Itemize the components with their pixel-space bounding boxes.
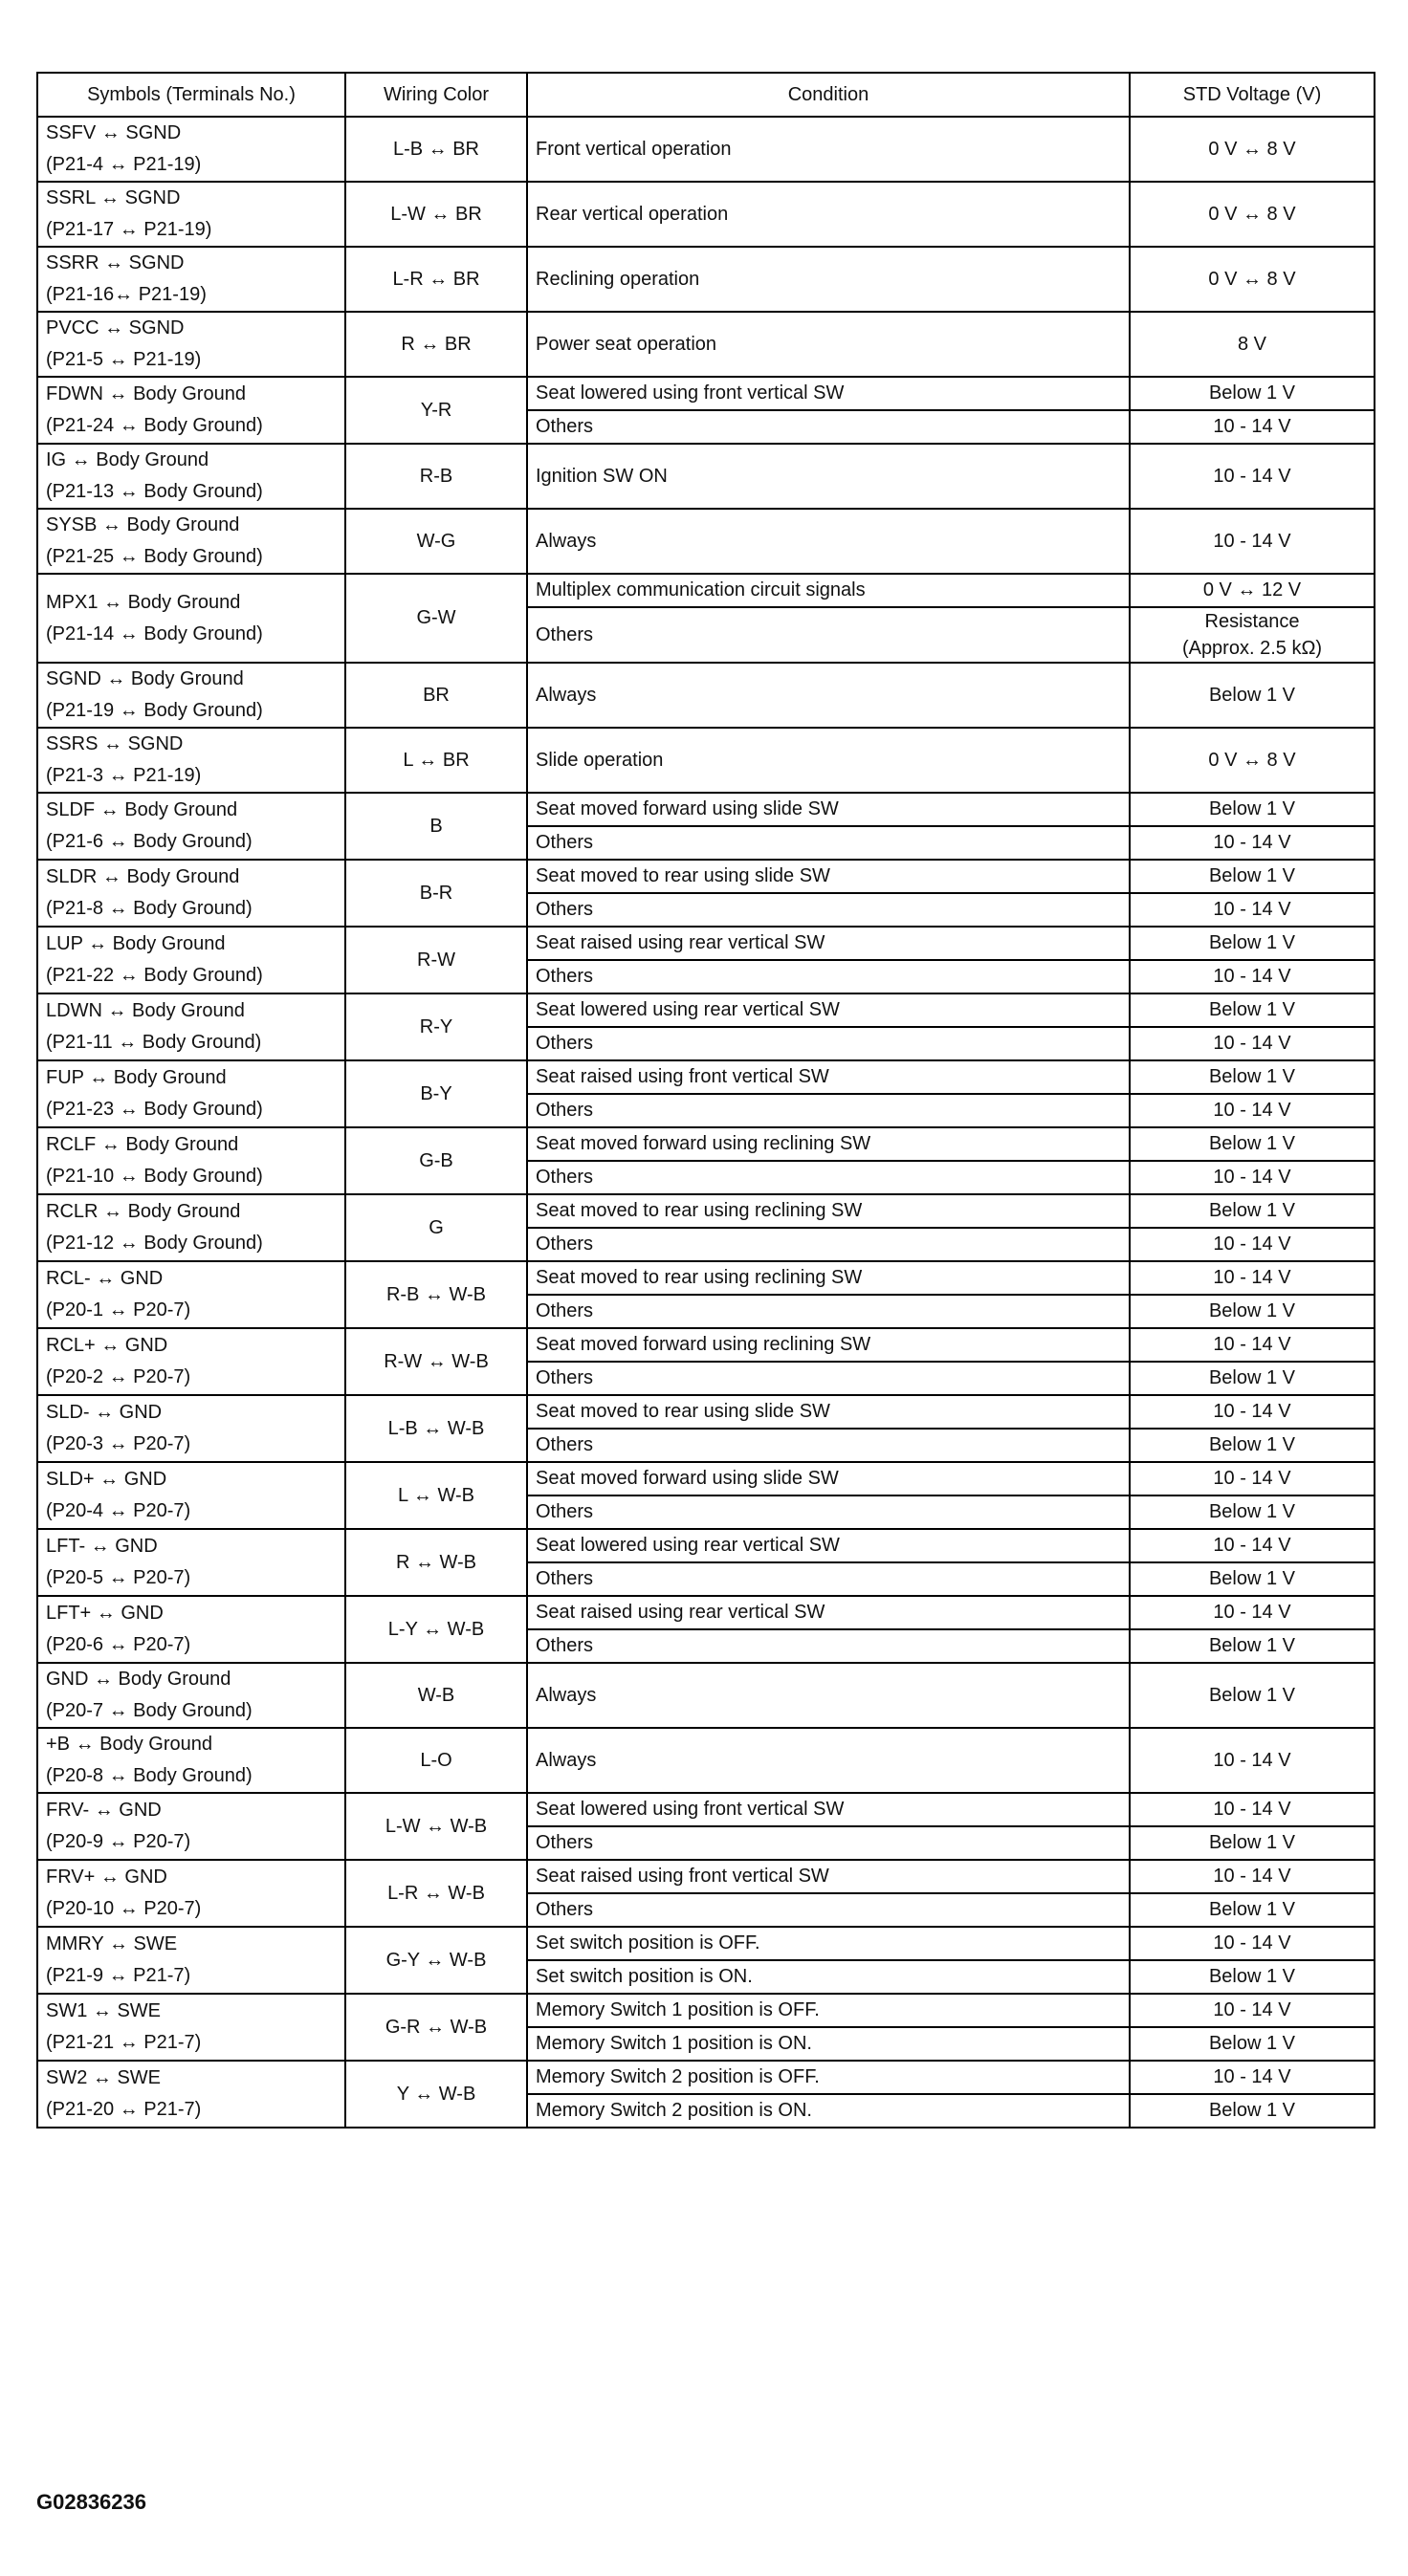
condition-cell: Others (527, 1826, 1130, 1860)
condition-cell: Seat moved to rear using slide SW (527, 860, 1130, 893)
terminal-text: (P20-3 ↔ P20-7) (46, 1433, 191, 1454)
symbol-text: LFT- ↔ GND (46, 1536, 158, 1557)
voltage-cell (1130, 607, 1375, 663)
symbol-text: +B ↔ Body Ground (46, 1734, 212, 1755)
condition-cell: Others (527, 1228, 1130, 1261)
terminal-text: (P21-24 ↔ Body Ground) (46, 415, 263, 436)
table-row (37, 728, 1375, 793)
wiring-color-cell: G-W (345, 574, 527, 663)
terminal-text: (P20-2 ↔ P20-7) (46, 1366, 191, 1387)
voltage-cell: Below 1 V (1130, 860, 1375, 893)
table-row (37, 1793, 1375, 1826)
condition-cell: Seat raised using rear vertical SW (527, 1596, 1130, 1629)
wiring-color-cell: L-B ↔ W-B (345, 1395, 527, 1462)
terminal-text: (P21-21 ↔ P21-7) (46, 2032, 202, 2053)
terminal-text: (P21-17 ↔ P21-19) (46, 219, 212, 240)
wiring-color-cell: R ↔ W-B (345, 1529, 527, 1596)
condition-cell: Always (527, 1728, 1130, 1793)
symbol-cell (37, 117, 345, 182)
header-symbols: Symbols (Terminals No.) (37, 73, 345, 117)
table-row (37, 182, 1375, 247)
symbol-cell (37, 1927, 345, 1994)
voltage-cell: Below 1 V (1130, 1362, 1375, 1395)
terminal-text: (P20-1 ↔ P20-7) (46, 1299, 191, 1321)
table-row (37, 793, 1375, 826)
condition-cell: Slide operation (527, 728, 1130, 793)
terminal-text: (P21-11 ↔ Body Ground) (46, 1032, 262, 1053)
terminal-text: (P20-9 ↔ P20-7) (46, 1831, 191, 1852)
terminal-text: (P21-22 ↔ Body Ground) (46, 965, 263, 986)
header-std-voltage: STD Voltage (V) (1130, 73, 1375, 117)
table-row (37, 1529, 1375, 1562)
condition-cell: Others (527, 1429, 1130, 1462)
table-row (37, 444, 1375, 509)
condition-cell: Seat moved forward using reclining SW (527, 1127, 1130, 1161)
voltage-cell: Below 1 V (1130, 1893, 1375, 1927)
wiring-color-cell: G (345, 1194, 527, 1261)
symbol-cell (37, 1328, 345, 1395)
wiring-color-cell: G-B (345, 1127, 527, 1194)
condition-cell: Seat moved to rear using reclining SW (527, 1194, 1130, 1228)
terminal-text: (P21-23 ↔ Body Ground) (46, 1099, 263, 1120)
header-row (37, 73, 1375, 117)
voltage-cell: 10 - 14 V (1130, 1927, 1375, 1960)
symbol-text: MPX1 ↔ Body Ground (46, 591, 241, 613)
symbol-cell (37, 1793, 345, 1860)
condition-cell: Others (527, 410, 1130, 444)
voltage-cell: 10 - 14 V (1130, 1793, 1375, 1826)
symbol-cell (37, 1462, 345, 1529)
terminal-text: (P21-8 ↔ Body Ground) (46, 898, 253, 919)
symbol-text: SSRS ↔ SGND (46, 733, 184, 754)
symbol-cell (37, 1728, 345, 1793)
condition-cell: Seat moved to rear using slide SW (527, 1395, 1130, 1429)
terminal-text: (P21-6 ↔ Body Ground) (46, 831, 253, 852)
symbol-cell (37, 444, 345, 509)
condition-cell: Seat raised using rear vertical SW (527, 927, 1130, 960)
table-row (37, 1127, 1375, 1161)
voltage-cell: 10 - 14 V (1130, 1395, 1375, 1429)
table-row (37, 2061, 1375, 2094)
symbol-text: SSRR ↔ SGND (46, 252, 185, 273)
symbol-text: IG ↔ Body Ground (46, 449, 209, 470)
voltage-cell: 10 - 14 V (1130, 1529, 1375, 1562)
terminal-text: (P21-16↔ P21-19) (46, 284, 207, 305)
table-header (37, 73, 1375, 117)
symbol-text: LUP ↔ Body Ground (46, 933, 226, 954)
voltage-cell: Below 1 V (1130, 1826, 1375, 1860)
terminal-voltage-table (36, 72, 1375, 2128)
voltage-cell: 10 - 14 V (1130, 1728, 1375, 1793)
header-wiring-color: Wiring Color (345, 73, 527, 117)
condition-cell: Multiplex communication circuit signals (527, 574, 1130, 607)
voltage-cell: Below 1 V (1130, 1960, 1375, 1994)
wiring-color-cell: W-G (345, 509, 527, 574)
voltage-cell: 10 - 14 V (1130, 1228, 1375, 1261)
table-row (37, 574, 1375, 607)
voltage-cell: 0 V ↔ 8 V (1130, 117, 1375, 182)
condition-cell: Seat raised using front vertical SW (527, 1060, 1130, 1094)
symbol-cell (37, 1127, 345, 1194)
table-row (37, 1663, 1375, 1728)
wiring-color-cell: R-W (345, 927, 527, 993)
wiring-color-cell: L-W ↔ W-B (345, 1793, 527, 1860)
wiring-color-cell: L-R ↔ BR (345, 247, 527, 312)
figure-id: G02836236 (36, 2490, 146, 2514)
table-row (37, 993, 1375, 1027)
symbol-cell (37, 1596, 345, 1663)
table-row (37, 117, 1375, 182)
condition-cell: Others (527, 960, 1130, 993)
symbol-text: SW2 ↔ SWE (46, 2067, 162, 2088)
symbol-cell (37, 1529, 345, 1596)
symbol-cell (37, 728, 345, 793)
condition-cell: Ignition SW ON (527, 444, 1130, 509)
voltage-cell: Below 1 V (1130, 1562, 1375, 1596)
terminal-text: (P20-6 ↔ P20-7) (46, 1634, 191, 1655)
symbol-text: RCLR ↔ Body Ground (46, 1201, 241, 1222)
symbol-cell (37, 509, 345, 574)
condition-cell: Memory Switch 1 position is OFF. (527, 1994, 1130, 2027)
voltage-cell: 10 - 14 V (1130, 444, 1375, 509)
wiring-color-cell: R-B (345, 444, 527, 509)
table-row (37, 1194, 1375, 1228)
voltage-cell: 10 - 14 V (1130, 509, 1375, 574)
terminal-text: (P21-14 ↔ Body Ground) (46, 622, 263, 644)
symbol-text: SLDR ↔ Body Ground (46, 866, 240, 887)
symbol-text: SYSB ↔ Body Ground (46, 514, 240, 535)
symbol-text: FUP ↔ Body Ground (46, 1067, 227, 1088)
voltage-cell: 0 V ↔ 12 V (1130, 574, 1375, 607)
symbol-text: SSFV ↔ SGND (46, 122, 182, 143)
voltage-cell: Below 1 V (1130, 1629, 1375, 1663)
symbol-cell (37, 2061, 345, 2128)
table-body (37, 117, 1375, 2128)
voltage-cell: Below 1 V (1130, 1495, 1375, 1529)
voltage-cell: 10 - 14 V (1130, 893, 1375, 927)
wiring-color-cell: R-W ↔ W-B (345, 1328, 527, 1395)
symbol-text: PVCC ↔ SGND (46, 317, 185, 338)
symbol-cell (37, 574, 345, 663)
condition-cell: Rear vertical operation (527, 182, 1130, 247)
condition-cell: Others (527, 1562, 1130, 1596)
voltage-cell: 0 V ↔ 8 V (1130, 728, 1375, 793)
voltage-cell: Below 1 V (1130, 1429, 1375, 1462)
table-row (37, 312, 1375, 377)
condition-cell: Others (527, 1161, 1130, 1194)
wiring-color-cell: R-B ↔ W-B (345, 1261, 527, 1328)
wiring-color-cell: L ↔ W-B (345, 1462, 527, 1529)
wiring-color-cell: L-R ↔ W-B (345, 1860, 527, 1927)
symbol-cell (37, 377, 345, 444)
wiring-color-cell: BR (345, 663, 527, 728)
voltage-cell: 10 - 14 V (1130, 1027, 1375, 1060)
voltage-cell: Below 1 V (1130, 793, 1375, 826)
table-row (37, 1462, 1375, 1495)
symbol-text: FDWN ↔ Body Ground (46, 383, 246, 404)
symbol-text: SGND ↔ Body Ground (46, 668, 244, 689)
symbol-text: RCLF ↔ Body Ground (46, 1134, 239, 1155)
table-row (37, 377, 1375, 410)
terminal-text: (P21-12 ↔ Body Ground) (46, 1233, 263, 1254)
terminal-text: (P21-13 ↔ Body Ground) (46, 481, 263, 502)
condition-cell: Seat lowered using front vertical SW (527, 377, 1130, 410)
terminal-text: (P21-10 ↔ Body Ground) (46, 1166, 263, 1187)
voltage-cell: Below 1 V (1130, 927, 1375, 960)
wiring-color-cell: L-O (345, 1728, 527, 1793)
condition-cell: Others (527, 826, 1130, 860)
terminal-text: (P20-8 ↔ Body Ground) (46, 1765, 253, 1786)
terminal-text: (P21-5 ↔ P21-19) (46, 349, 202, 370)
voltage-cell: 10 - 14 V (1130, 1161, 1375, 1194)
condition-cell: Seat raised using front vertical SW (527, 1860, 1130, 1893)
symbol-text: SLD- ↔ GND (46, 1402, 163, 1423)
voltage-cell: 8 V (1130, 312, 1375, 377)
symbol-cell (37, 927, 345, 993)
table-row (37, 927, 1375, 960)
condition-cell: Memory Switch 2 position is OFF. (527, 2061, 1130, 2094)
voltage-cell: 10 - 14 V (1130, 826, 1375, 860)
voltage-cell: 0 V ↔ 8 V (1130, 182, 1375, 247)
terminal-text: (P21-19 ↔ Body Ground) (46, 700, 263, 721)
symbol-cell (37, 663, 345, 728)
symbol-cell (37, 312, 345, 377)
terminal-text: (P20-4 ↔ P20-7) (46, 1500, 191, 1521)
table-row (37, 860, 1375, 893)
condition-cell: Seat moved forward using slide SW (527, 1462, 1130, 1495)
voltage-cell: Below 1 V (1130, 663, 1375, 728)
condition-cell: Memory Switch 1 position is ON. (527, 2027, 1130, 2061)
condition-cell: Others (527, 1893, 1130, 1927)
voltage-cell: 10 - 14 V (1130, 1596, 1375, 1629)
symbol-text: SLD+ ↔ GND (46, 1469, 167, 1490)
terminal-text: (P20-5 ↔ P20-7) (46, 1567, 191, 1588)
symbol-cell (37, 1860, 345, 1927)
condition-cell: Others (527, 1362, 1130, 1395)
voltage-cell: 10 - 14 V (1130, 1261, 1375, 1295)
condition-cell: Reclining operation (527, 247, 1130, 312)
symbol-text: RCL- ↔ GND (46, 1268, 164, 1289)
voltage-cell: 10 - 14 V (1130, 1328, 1375, 1362)
voltage-cell: 10 - 14 V (1130, 1860, 1375, 1893)
symbol-cell (37, 1395, 345, 1462)
table-row (37, 1994, 1375, 2027)
terminal-text: (P21-3 ↔ P21-19) (46, 765, 202, 786)
wiring-color-cell: B-Y (345, 1060, 527, 1127)
condition-cell: Front vertical operation (527, 117, 1130, 182)
table-row (37, 1927, 1375, 1960)
wiring-color-cell: G-R ↔ W-B (345, 1994, 527, 2061)
condition-cell: Seat lowered using front vertical SW (527, 1793, 1130, 1826)
symbol-text: MMRY ↔ SWE (46, 1933, 178, 1954)
condition-cell: Power seat operation (527, 312, 1130, 377)
condition-cell: Others (527, 1027, 1130, 1060)
condition-cell: Set switch position is OFF. (527, 1927, 1130, 1960)
terminal-text: (P21-20 ↔ P21-7) (46, 2099, 202, 2120)
condition-cell: Others (527, 893, 1130, 927)
condition-cell: Others (527, 1495, 1130, 1529)
terminal-text: (P20-7 ↔ Body Ground) (46, 1700, 253, 1721)
condition-cell: Seat moved forward using slide SW (527, 793, 1130, 826)
voltage-cell: 10 - 14 V (1130, 960, 1375, 993)
voltage-cell: Below 1 V (1130, 1295, 1375, 1328)
symbol-text: GND ↔ Body Ground (46, 1669, 231, 1690)
symbol-cell (37, 1261, 345, 1328)
wiring-color-cell: B-R (345, 860, 527, 927)
condition-cell: Others (527, 1295, 1130, 1328)
wiring-color-cell: L-W ↔ BR (345, 182, 527, 247)
terminal-text: (P21-9 ↔ P21-7) (46, 1965, 191, 1986)
voltage-cell: Below 1 V (1130, 377, 1375, 410)
symbol-cell (37, 1060, 345, 1127)
symbol-text: SLDF ↔ Body Ground (46, 799, 238, 820)
table-row (37, 1328, 1375, 1362)
voltage-cell: Below 1 V (1130, 1194, 1375, 1228)
table-row (37, 663, 1375, 728)
wiring-color-cell: R-Y (345, 993, 527, 1060)
voltage-note: (Approx. 2.5 kΩ) (1181, 638, 1323, 659)
wiring-color-cell: L-B ↔ BR (345, 117, 527, 182)
table-row (37, 509, 1375, 574)
condition-cell: Others (527, 607, 1130, 663)
voltage-cell: 10 - 14 V (1130, 1462, 1375, 1495)
terminal-text: (P21-4 ↔ P21-19) (46, 154, 202, 175)
terminal-text: (P20-10 ↔ P20-7) (46, 1898, 202, 1919)
wiring-color-cell: B (345, 793, 527, 860)
voltage-cell: Below 1 V (1130, 2027, 1375, 2061)
symbol-text: LDWN ↔ Body Ground (46, 1000, 245, 1021)
voltage-cell: 10 - 14 V (1130, 410, 1375, 444)
table-row (37, 1596, 1375, 1629)
condition-cell: Seat moved forward using reclining SW (527, 1328, 1130, 1362)
symbol-cell (37, 993, 345, 1060)
table-row (37, 1860, 1375, 1893)
table-row (37, 1261, 1375, 1295)
condition-cell: Seat lowered using rear vertical SW (527, 993, 1130, 1027)
symbol-text: SSRL ↔ SGND (46, 187, 181, 208)
condition-cell: Seat lowered using rear vertical SW (527, 1529, 1130, 1562)
wiring-color-cell: G-Y ↔ W-B (345, 1927, 527, 1994)
wiring-color-cell: Y ↔ W-B (345, 2061, 527, 2128)
symbol-cell (37, 1994, 345, 2061)
symbol-text: SW1 ↔ SWE (46, 2000, 162, 2021)
voltage-cell: 0 V ↔ 8 V (1130, 247, 1375, 312)
symbol-text: RCL+ ↔ GND (46, 1335, 168, 1356)
header-condition: Condition (527, 73, 1130, 117)
condition-cell: Always (527, 509, 1130, 574)
wiring-color-cell: W-B (345, 1663, 527, 1728)
condition-cell: Always (527, 1663, 1130, 1728)
voltage-cell: 10 - 14 V (1130, 1094, 1375, 1127)
table-row (37, 1728, 1375, 1793)
symbol-cell (37, 793, 345, 860)
symbol-cell (37, 247, 345, 312)
voltage-cell: Below 1 V (1130, 1127, 1375, 1161)
wiring-color-cell: L ↔ BR (345, 728, 527, 793)
voltage-cell: Below 1 V (1130, 993, 1375, 1027)
terminal-text: (P21-25 ↔ Body Ground) (46, 546, 263, 567)
table-row (37, 1395, 1375, 1429)
symbol-cell (37, 1663, 345, 1728)
symbol-text: FRV- ↔ GND (46, 1800, 162, 1821)
condition-cell: Others (527, 1094, 1130, 1127)
condition-cell: Always (527, 663, 1130, 728)
wiring-color-cell: L-Y ↔ W-B (345, 1596, 527, 1663)
voltage-cell: Below 1 V (1130, 2094, 1375, 2128)
condition-cell: Seat moved to rear using reclining SW (527, 1261, 1130, 1295)
voltage-cell: 10 - 14 V (1130, 2061, 1375, 2094)
condition-cell: Memory Switch 2 position is ON. (527, 2094, 1130, 2128)
voltage-text: Resistance (1204, 611, 1300, 632)
symbol-cell (37, 182, 345, 247)
condition-cell: Set switch position is ON. (527, 1960, 1130, 1994)
voltage-cell: Below 1 V (1130, 1060, 1375, 1094)
voltage-cell: Below 1 V (1130, 1663, 1375, 1728)
condition-cell: Others (527, 1629, 1130, 1663)
symbol-text: FRV+ ↔ GND (46, 1867, 167, 1888)
table-row (37, 247, 1375, 312)
wiring-color-cell: R ↔ BR (345, 312, 527, 377)
voltage-cell: 10 - 14 V (1130, 1994, 1375, 2027)
wiring-color-cell: Y-R (345, 377, 527, 444)
symbol-text: LFT+ ↔ GND (46, 1603, 164, 1624)
symbol-cell (37, 1194, 345, 1261)
table-row (37, 1060, 1375, 1094)
symbol-cell (37, 860, 345, 927)
